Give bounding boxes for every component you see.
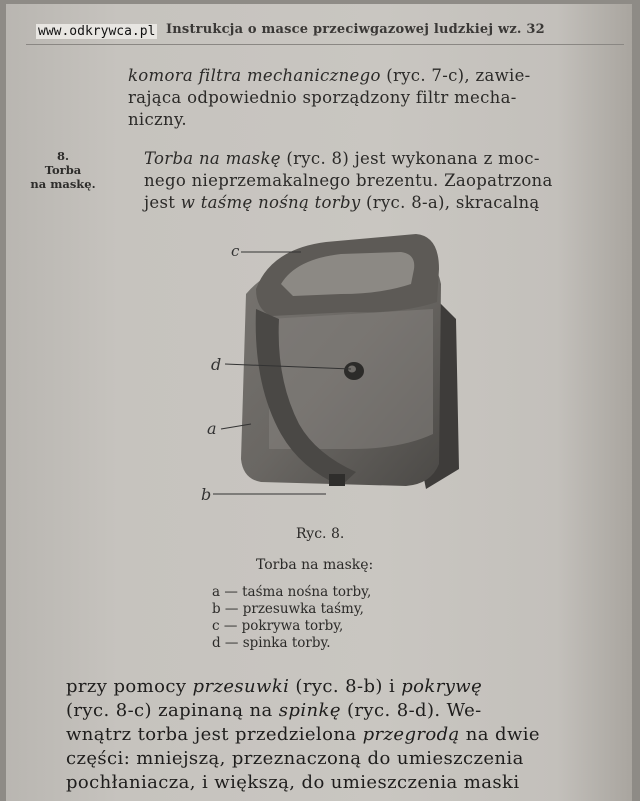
legend-item: c — pokrywa torby, <box>212 618 344 634</box>
text-run: (ryc. 8-b) i <box>289 676 402 697</box>
body-line-3 <box>66 724 540 745</box>
legend-item: a — taśma nośna torby, <box>212 584 372 600</box>
margin-note <box>20 149 106 191</box>
book-page <box>6 4 632 801</box>
label-d: d <box>211 355 222 374</box>
section-line-1 <box>144 149 540 168</box>
text-run: (ryc. 8) jest wykonana z moc- <box>280 149 540 168</box>
text-run: części: mniejszą, przeznaczoną do umieszczenia <box>66 748 524 769</box>
italic-run: w taśmę nośną torby <box>180 193 361 212</box>
italic-run: komora filtra mechanicznego <box>128 66 381 85</box>
header-rule <box>26 44 624 45</box>
bag-illustration <box>201 224 491 514</box>
label-a: a <box>207 419 217 438</box>
running-header: Instrukcja o masce przeciwgazowej ludzkiej wz. 32 <box>166 22 545 37</box>
body-line-1 <box>66 676 482 697</box>
body-line-2 <box>66 700 482 721</box>
body-line-5 <box>66 772 520 793</box>
label-c: c <box>231 242 240 260</box>
italic-run: Torba na maskę <box>144 149 281 168</box>
text-run: na dwie <box>459 724 540 745</box>
text-run: jest <box>144 193 181 212</box>
section-line-3 <box>144 193 540 212</box>
italic-run: przesuwki <box>192 676 290 697</box>
text-run: pochłaniacza, i większą, do umieszczenia maski <box>66 772 520 793</box>
text-line-1 <box>128 66 531 85</box>
legend-title: Torba na maskę: <box>256 557 374 573</box>
italic-run: spinkę <box>278 700 341 721</box>
figure-caption: Ryc. 8. <box>296 526 345 542</box>
text-line-3: niczny. <box>128 110 187 129</box>
text-run: przy pomocy <box>66 676 193 697</box>
watermark: www.odkrywca.pl <box>38 24 156 39</box>
text-run: (ryc. 8-c) zapinaną na <box>66 700 279 721</box>
section-number: 8. <box>56 149 69 163</box>
margin-note-line: na maskę. <box>30 177 96 191</box>
label-b: b <box>201 485 212 504</box>
text-run: (ryc. 7-c), zawie- <box>380 66 531 85</box>
section-line-2 <box>144 171 553 190</box>
text-line-2: rająca odpowiednio sporządzony filtr mecha- <box>128 88 517 107</box>
italic-run: pokrywę <box>401 676 483 697</box>
body-line-4 <box>66 748 524 769</box>
text-run: (ryc. 8-d). We- <box>340 700 482 721</box>
legend-item: b — przesuwka taśmy, <box>212 601 364 617</box>
margin-note-line: Torba <box>44 163 82 177</box>
italic-run: przegrodą <box>362 724 460 745</box>
text-run: nego nieprzemakalnego brezentu. Zaopatrzona <box>144 171 553 190</box>
text-run: wnątrz torba jest przedzielona <box>66 724 363 745</box>
text-run: (ryc. 8-a), skracalną <box>360 193 540 212</box>
legend-item: d — spinka torby. <box>212 635 331 651</box>
